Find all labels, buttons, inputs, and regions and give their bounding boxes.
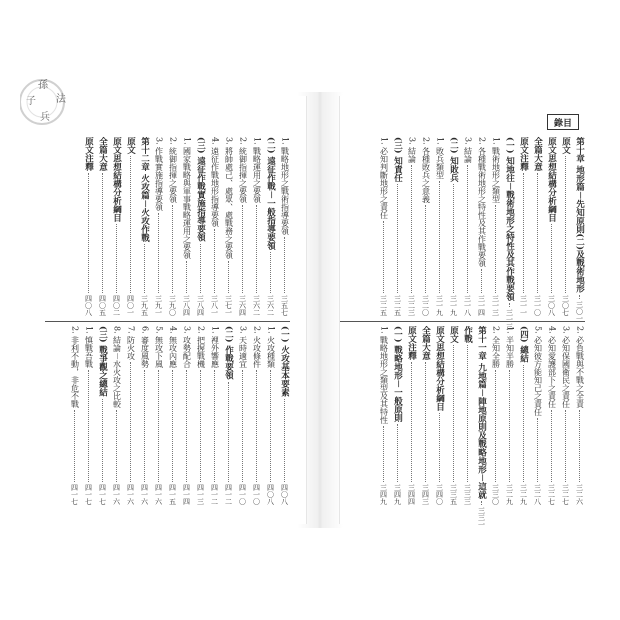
toc-entry-title: (四) 總結 xyxy=(518,326,529,363)
toc-entry xyxy=(181,326,192,505)
toc-dot-leader xyxy=(523,173,524,293)
toc-entry-page: 三九〇 xyxy=(168,295,177,316)
toc-dot-leader xyxy=(130,362,131,482)
toc-entry-title: 原文注釋 xyxy=(518,137,529,171)
toc-entry-page: 三八四 xyxy=(182,295,191,316)
toc-entry-page: 四一七 xyxy=(98,484,107,505)
toc-entry-title: 3. 結論 xyxy=(463,137,473,164)
toc-entry xyxy=(279,137,290,316)
toc-entry-title: 第十一章 九地篇－陣地原則及戰略地形－這就 xyxy=(476,326,487,499)
toc-entry xyxy=(209,137,220,316)
toc-dot-leader xyxy=(130,156,131,293)
toc-entry xyxy=(378,137,389,316)
toc-entry-page: 四一六 xyxy=(126,484,135,505)
toc-entry-title: 2. 全知全勝 xyxy=(491,326,501,369)
toc-entry-page: 三四三 xyxy=(421,484,430,505)
toc-entry-page: 三一九 xyxy=(449,295,458,316)
toc-dot-leader xyxy=(228,382,229,482)
toc-entry-title: 2. 把握戰機 xyxy=(196,326,206,369)
toc-entry-title: (二) 作戰要領 xyxy=(223,326,234,380)
toc-entry-title: 2. 各種戰術地形之特性及其作戰要領 xyxy=(477,137,487,268)
toc-entry-title: 1. 慎戰吾戰 xyxy=(84,326,94,369)
toc-entry xyxy=(223,137,234,316)
toc-dot-leader xyxy=(270,370,271,482)
toc-entry-page: 三二三 xyxy=(407,295,416,316)
toc-entry-title: 全篇大意 xyxy=(97,137,108,171)
toc-entry-page: 三五七 xyxy=(280,295,289,316)
toc-entry-title: (三) 知責任 xyxy=(392,137,403,183)
toc-dot-leader xyxy=(172,370,173,482)
toc-entry xyxy=(195,137,206,316)
toc-entry-title: 1. 敗兵類型 xyxy=(435,137,445,180)
toc-entry xyxy=(546,137,557,316)
toc-dot-leader xyxy=(509,303,510,307)
toc-entry xyxy=(392,326,403,505)
toc-entry xyxy=(420,137,431,316)
toc-block-left-top xyxy=(45,137,290,316)
toc-entry-page: 四〇八 xyxy=(84,295,93,316)
toc-dot-leader xyxy=(102,173,103,293)
toc-entry-title: 1. 國家戰略與軍事戰略運用之要領 xyxy=(182,137,192,260)
toc-entry-page: 三一〇 xyxy=(533,295,542,316)
toc-dot-leader xyxy=(579,295,580,299)
toc-dot-leader xyxy=(116,224,117,293)
toc-entry-title: 全篇大意 xyxy=(420,326,431,360)
toc-dot-leader xyxy=(383,426,384,482)
toc-entry xyxy=(125,326,136,505)
toc-entry-title: (一) 知地往－戰術地形之特性及其作戰要領 xyxy=(504,137,515,302)
toc-dot-leader xyxy=(144,244,145,293)
toc-entry-title: 1. 戰略地形之戰術指導要領 xyxy=(280,137,290,236)
toc-entry xyxy=(237,137,248,316)
toc-entry-title: 5. 必知彼方能知己之責任 xyxy=(533,326,543,417)
toc-entry-page: 四一七 xyxy=(84,484,93,505)
toc-entry-title: 原文注釋 xyxy=(406,326,417,360)
toc-entry-title: 8. 結論－水火攻之比較 xyxy=(112,326,122,409)
toc-dot-leader xyxy=(284,237,285,293)
toc-entry-title: 2. 火攻條件 xyxy=(252,326,262,369)
toc-entry-page: 四〇八 xyxy=(280,484,289,505)
toc-entry-page: 四一六 xyxy=(140,484,149,505)
toc-entry xyxy=(462,137,473,316)
toc-entry-title: (二) 遠征作戰－一般指導要領 xyxy=(265,137,276,251)
toc-dot-leader xyxy=(481,501,482,505)
toc-entry-page: 四一六 xyxy=(112,484,121,505)
toc-entry-title: 全篇大意 xyxy=(532,137,543,171)
toc-entry-page: 三二七 xyxy=(547,484,556,505)
toc-dot-leader xyxy=(200,370,201,482)
toc-entry-page: 三四九 xyxy=(379,484,388,505)
toc-entry-title: 5. 無攻下風 xyxy=(154,326,164,369)
toc-entry-page: 三三五 xyxy=(449,484,458,505)
toc-entry-title: 2. 統御指揮之要領 xyxy=(168,137,178,204)
toc-entry-page: 四一七 xyxy=(70,484,79,505)
toc-entry-title: 4. 遠征作戰地形指導要領 xyxy=(210,137,220,228)
toc-entry-title: 原文 xyxy=(560,137,571,154)
toc-dot-leader xyxy=(467,345,468,482)
toc-entry-page: 三一三 xyxy=(505,309,514,331)
toc-entry xyxy=(167,137,178,316)
toc-entry xyxy=(504,137,515,331)
toc-dot-leader xyxy=(186,261,187,293)
toc-entry-title: 原文思想結構分析綱目 xyxy=(111,137,122,222)
toc-dot-leader xyxy=(270,252,271,293)
toc-entry xyxy=(462,326,473,505)
toc-entry xyxy=(111,137,122,316)
toc-dot-leader xyxy=(411,362,412,482)
toc-entry-page: 四〇二 xyxy=(112,295,121,316)
toc-entry-page: 三三一 xyxy=(477,506,486,528)
toc-entry-title: 1. 戰術地形之類型 xyxy=(491,137,501,204)
toc-entry-page: 三二九 xyxy=(505,484,514,505)
toc-entry-title: 4. 無攻內應 xyxy=(168,326,178,369)
toc-entry-page: 四一〇 xyxy=(238,484,247,505)
toc-entry-title: 原文 xyxy=(448,326,459,343)
toc-entry-title: 原文思想結構分析綱目 xyxy=(434,326,445,411)
toc-entry-page: 三〇七 xyxy=(561,295,570,316)
toc-entry-title: 4. 必知愛護部下之責任 xyxy=(547,326,557,409)
toc-entry xyxy=(83,326,94,505)
toc-entry-title: 1. 火攻種類 xyxy=(266,326,276,369)
toc-entry xyxy=(406,137,417,316)
toc-entry-title: 1. 戰略地形之類型及其特性 xyxy=(379,326,389,425)
toc-dot-leader xyxy=(495,370,496,482)
toc-entry xyxy=(139,326,150,505)
toc-entry xyxy=(153,137,164,316)
toc-entry xyxy=(378,326,389,505)
toc-dot-leader xyxy=(172,205,173,293)
toc-entry xyxy=(476,326,487,528)
toc-entry-title: 2. 非利不動，非危不戰 xyxy=(70,326,80,409)
toc-dot-leader xyxy=(425,205,426,293)
toc-entry xyxy=(546,326,557,505)
toc-entry-page: 三〇八 xyxy=(547,295,556,316)
toc-dot-leader xyxy=(284,399,285,482)
toc-entry-title: 3. 天時適宜 xyxy=(238,326,248,369)
toc-entry-page: 三三三 xyxy=(463,484,472,505)
toc-entry-title: 3. 將帥處己、處眾、處戰務之要領 xyxy=(224,137,234,260)
toc-entry-page: 三六四 xyxy=(238,295,247,316)
toc-dot-leader xyxy=(551,410,552,482)
toc-entry xyxy=(153,326,164,505)
toc-entry-title: 6. 審度風勢 xyxy=(140,326,150,369)
toc-entry xyxy=(223,326,234,505)
toc-entry-page: 四一六 xyxy=(154,484,163,505)
toc-dot-leader xyxy=(200,244,201,293)
toc-entry xyxy=(251,137,262,316)
toc-dot-leader xyxy=(537,418,538,482)
toc-entry-title: 1. 裡外響應 xyxy=(210,326,220,369)
toc-entry-page: 三〇一 xyxy=(575,300,584,322)
page-edge-left xyxy=(306,96,307,524)
toc-dot-leader xyxy=(144,370,145,482)
toc-dot-leader xyxy=(214,370,215,482)
toc-dot-leader xyxy=(158,370,159,482)
toc-entry-page: 四〇五 xyxy=(98,295,107,316)
toc-entry-title: 7. 防火攻 xyxy=(126,326,136,361)
toc-dot-leader xyxy=(537,173,538,293)
toc-entry-page: 四一二 xyxy=(210,484,219,505)
toc-entry xyxy=(69,326,80,505)
toc-entry-page: 三二五 xyxy=(393,295,402,316)
toc-dot-leader xyxy=(242,205,243,293)
toc-entry-page: 三六二 xyxy=(252,295,261,316)
toc-dot-leader xyxy=(397,424,398,482)
logo-char-3: 兵 xyxy=(40,112,50,123)
toc-entry-title: 3. 攻勢配合 xyxy=(182,326,192,369)
toc-entry xyxy=(97,326,108,505)
toc-entry-title: (二) 知敗兵 xyxy=(448,137,459,183)
toc-entry-page: 三二六 xyxy=(575,484,584,505)
toc-dot-leader xyxy=(453,345,454,482)
toc-entry-page: 四〇八 xyxy=(266,484,275,505)
logo-char-2: 子 xyxy=(26,96,36,107)
logo-char-1: 孫 xyxy=(38,80,48,91)
toc-entry-page: 三八一 xyxy=(210,295,219,316)
toc-entry-page: 三一九 xyxy=(435,295,444,316)
toc-entry xyxy=(265,137,276,316)
toc-dot-leader xyxy=(102,399,103,482)
toc-entry-title: (三) 遠征作戰實施指導要領 xyxy=(195,137,206,242)
toc-entry xyxy=(434,137,445,316)
toc-entry-title: (一) 火攻基本要素 xyxy=(279,326,290,397)
left-page-divider xyxy=(45,321,290,322)
toc-entry-page: 三九一 xyxy=(154,295,163,316)
toc-entry-title: 1. 必知判斷地形之責任 xyxy=(379,137,389,220)
toc-dot-leader xyxy=(411,165,412,293)
toc-entry-page: 三七一 xyxy=(224,295,233,316)
toc-entry xyxy=(251,326,262,505)
toc-entry xyxy=(476,137,487,316)
toc-entry-title: 原文思想結構分析綱目 xyxy=(546,137,557,222)
toc-dot-leader xyxy=(228,261,229,293)
toc-entry-title: 1. 半知半勝 xyxy=(505,326,515,369)
toc-dot-leader xyxy=(509,370,510,482)
toc-dot-leader xyxy=(467,165,468,293)
toc-dot-leader xyxy=(481,269,482,293)
toc-block-right-bottom xyxy=(340,326,585,528)
toc-entry-page: 四一三 xyxy=(196,484,205,505)
toc-entry-title: (三) 戰爭觀之總結 xyxy=(97,326,108,397)
toc-entry xyxy=(406,326,417,505)
toc-entry xyxy=(139,137,150,316)
toc-entry-title: 1. 戰略運用之要領 xyxy=(252,137,262,204)
toc-dot-leader xyxy=(495,205,496,293)
toc-entry xyxy=(560,326,571,505)
toc-entry xyxy=(504,326,515,505)
toc-entry xyxy=(167,326,178,505)
toc-dot-leader xyxy=(439,181,440,293)
toc-entry-page: 三九五 xyxy=(140,295,149,316)
toc-dot-leader xyxy=(383,221,384,293)
toc-dot-leader xyxy=(523,365,524,482)
sunzi-logo xyxy=(20,70,80,130)
toc-dot-leader xyxy=(256,370,257,482)
toc-entry-page: 三四四 xyxy=(407,484,416,505)
toc-dot-leader xyxy=(88,370,89,482)
toc-entry-page: 三一一 xyxy=(519,295,528,316)
toc-entry xyxy=(195,326,206,505)
toc-dot-leader xyxy=(579,410,580,482)
toc-entry xyxy=(490,137,501,316)
toc-dot-leader xyxy=(397,184,398,293)
toc-dot-leader xyxy=(565,156,566,293)
toc-entry-title: 原文 xyxy=(125,137,136,154)
toc-entry-page: 四一四 xyxy=(182,484,191,505)
toc-entry-page: 三二七 xyxy=(561,484,570,505)
toc-entry xyxy=(574,326,585,505)
toc-entry-title: 3. 必知保國衛民之責任 xyxy=(561,326,571,409)
toc-entry-page: 三四〇 xyxy=(435,484,444,505)
toc-entry-title: 3. 結論 xyxy=(407,137,417,164)
toc-entry-title: 第十二章 火攻篇－火攻作戰 xyxy=(139,137,150,242)
toc-entry xyxy=(209,326,220,505)
toc-entry xyxy=(279,326,290,505)
toc-dot-leader xyxy=(186,370,187,482)
toc-entry xyxy=(420,326,431,505)
toc-entry xyxy=(111,326,122,505)
toc-entry-title: 2. 必負戰與不戰之全責 xyxy=(575,326,585,409)
toc-entry-page: 四一五 xyxy=(168,484,177,505)
toc-entry-page: 三三〇 xyxy=(491,484,500,505)
toc-entry xyxy=(237,326,248,505)
toc-entry xyxy=(97,137,108,316)
toc-entry-page: 四〇一 xyxy=(126,295,135,316)
toc-entry-page: 四一二 xyxy=(224,484,233,505)
toc-dot-leader xyxy=(425,362,426,482)
toc-dot-leader xyxy=(439,413,440,482)
toc-block-left-bottom xyxy=(45,326,290,505)
toc-entry-title: (一) 戰略地形－一般原則 xyxy=(392,326,403,423)
toc-entry-title: 3. 作戰實施指導要領 xyxy=(154,137,164,212)
toc-dot-leader xyxy=(214,229,215,293)
toc-entry xyxy=(574,137,585,322)
toc-block-right-top xyxy=(340,137,585,331)
toc-entry-page: 三四九 xyxy=(393,484,402,505)
toc-entry-page: 三二〇 xyxy=(421,295,430,316)
toc-entry-page: 三一八 xyxy=(463,295,472,316)
toc-entry-page: 三八四 xyxy=(196,295,205,316)
toc-entry xyxy=(392,137,403,316)
toc-entry-page: 四一〇 xyxy=(252,484,261,505)
toc-entry-title: 原文注釋 xyxy=(83,137,94,171)
toc-dot-leader xyxy=(158,213,159,293)
toc-entry xyxy=(265,326,276,505)
toc-entry-page: 三二九 xyxy=(519,484,528,505)
logo-char-4: 法 xyxy=(56,94,66,105)
toc-entry xyxy=(181,137,192,316)
toc-entry xyxy=(560,137,571,316)
toc-entry-page: 三六二 xyxy=(266,295,275,316)
toc-entry xyxy=(448,326,459,505)
toc-entry-title: 作戰 xyxy=(462,326,473,343)
toc-entry-page: 三二八 xyxy=(533,484,542,505)
toc-entry xyxy=(125,137,136,316)
toc-dot-leader xyxy=(242,370,243,482)
toc-entry xyxy=(518,137,529,316)
toc-entry-page: 三一三 xyxy=(491,295,500,316)
toc-dot-leader xyxy=(88,173,89,293)
right-page-divider xyxy=(340,321,585,322)
contents-header-tag: 錄目 xyxy=(547,114,579,130)
toc-dot-leader xyxy=(256,205,257,293)
toc-entry xyxy=(532,137,543,316)
toc-dot-leader xyxy=(74,410,75,482)
toc-entry-title: 2. 各種敗兵之意義 xyxy=(421,137,431,204)
toc-dot-leader xyxy=(565,410,566,482)
toc-entry-title: 第十章 地形篇－先知原則(二)及戰術地形 xyxy=(574,137,585,293)
toc-entry xyxy=(83,137,94,316)
toc-dot-leader xyxy=(116,410,117,482)
toc-entry-title: 2. 統御指揮之要領 xyxy=(238,137,248,204)
toc-entry xyxy=(532,326,543,505)
toc-entry-page: 三一四 xyxy=(477,295,486,316)
toc-entry xyxy=(518,326,529,505)
toc-dot-leader xyxy=(453,184,454,293)
toc-entry xyxy=(448,137,459,316)
toc-dot-leader xyxy=(551,224,552,293)
toc-entry xyxy=(490,326,501,505)
toc-entry-page: 三二五 xyxy=(379,295,388,316)
toc-entry xyxy=(434,326,445,505)
